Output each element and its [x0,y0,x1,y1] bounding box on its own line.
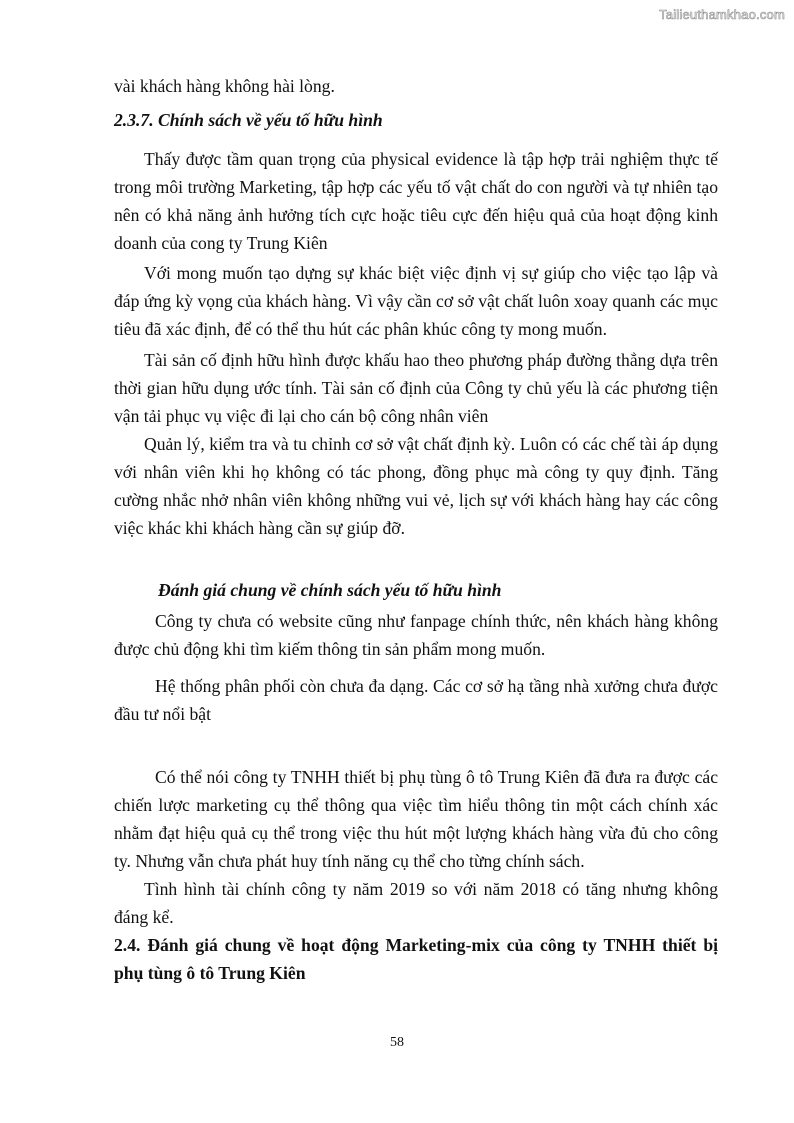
section-heading-2-4: 2.4. Đánh giá chung về hoạt động Marketing-mix của công ty TNHH thiết bị phụ tùng ô tô Trung Kiên [114,935,718,983]
section-heading-2-3-7: 2.3.7. Chính sách về yếu tố hữu hình [114,110,383,130]
watermark-text: Tailieuthamkhao.com [659,7,785,22]
page-number: 58 [390,1035,404,1050]
paragraph-conclusion: Có thể nói công ty TNHH thiết bị phụ tùng ô tô Trung Kiên đã đưa ra được các chiến lược marketing cụ thể thông qua việc tìm hiểu thông tin một cách chính xác nhằm đạt hiệu quả cụ thể trong việc thu hút một lượng khách hàng vừa đủ cho công ty. Nhưng vẫn chưa phát huy tính năng cụ thể cho từng chính sách. [114,767,718,871]
paragraph-facility-management: Quản lý, kiểm tra và tu chỉnh cơ sở vật chất định kỳ. Luôn có các chế tài áp dụng với nhân viên khi họ không có tác phong, đồng phục mà công ty quy định. Tăng cường nhắc nhở nhân viên không những vui vẻ, lịch sự với khách hàng hay các công việc khác khi khách hàng cần sự giúp đỡ. [114,434,718,538]
document-page [114,72,718,987]
paragraph-fixed-assets: Tài sản cố định hữu hình được khấu hao theo phương pháp đường thẳng dựa trên thời gian hữu dụng ước tính. Tài sản cố định của Công ty chủ yếu là các phương tiện vận tải phục vụ việc đi lại cho cán bộ công nhân viên [114,350,718,426]
paragraph-no-website: Công ty chưa có website cũng như fanpage chính thức, nên khách hàng không được chủ động khi tìm kiếm thông tin sản phẩm mong muốn. [114,611,718,659]
paragraph-distribution: Hệ thống phân phối còn chưa đa dạng. Các cơ sở hạ tầng nhà xưởng chưa được đầu tư nổi bật [114,676,718,724]
subheading-evaluation: Đánh giá chung về chính sách yếu tố hữu hình [158,580,502,600]
paragraph-finance: Tình hình tài chính công ty năm 2019 so với năm 2018 có tăng nhưng không đáng kể. [114,879,718,927]
paragraph-differentiation: Với mong muốn tạo dựng sự khác biệt việc định vị sự giúp cho việc tạo lập và đáp ứng kỳ vọng của khách hàng. Vì vậy cần cơ sở vật chất luôn xoay quanh các mục tiêu đã xác định, để có thể thu hút các phân khúc công ty mong muốn. [114,263,718,339]
paragraph-physical-evidence: Thấy được tầm quan trọng của physical evidence là tập hợp trải nghiệm thực tế trong môi trường Marketing, tập hợp các yếu tố vật chất do con người và tự nhiên tạo nên có khả năng ảnh hưởng tích cực hoặc tiêu cực đến hiệu quả của hoạt động kinh doanh của cong ty Trung Kiên [114,149,718,253]
continuation-line: vài khách hàng không hài lòng. [114,76,335,96]
